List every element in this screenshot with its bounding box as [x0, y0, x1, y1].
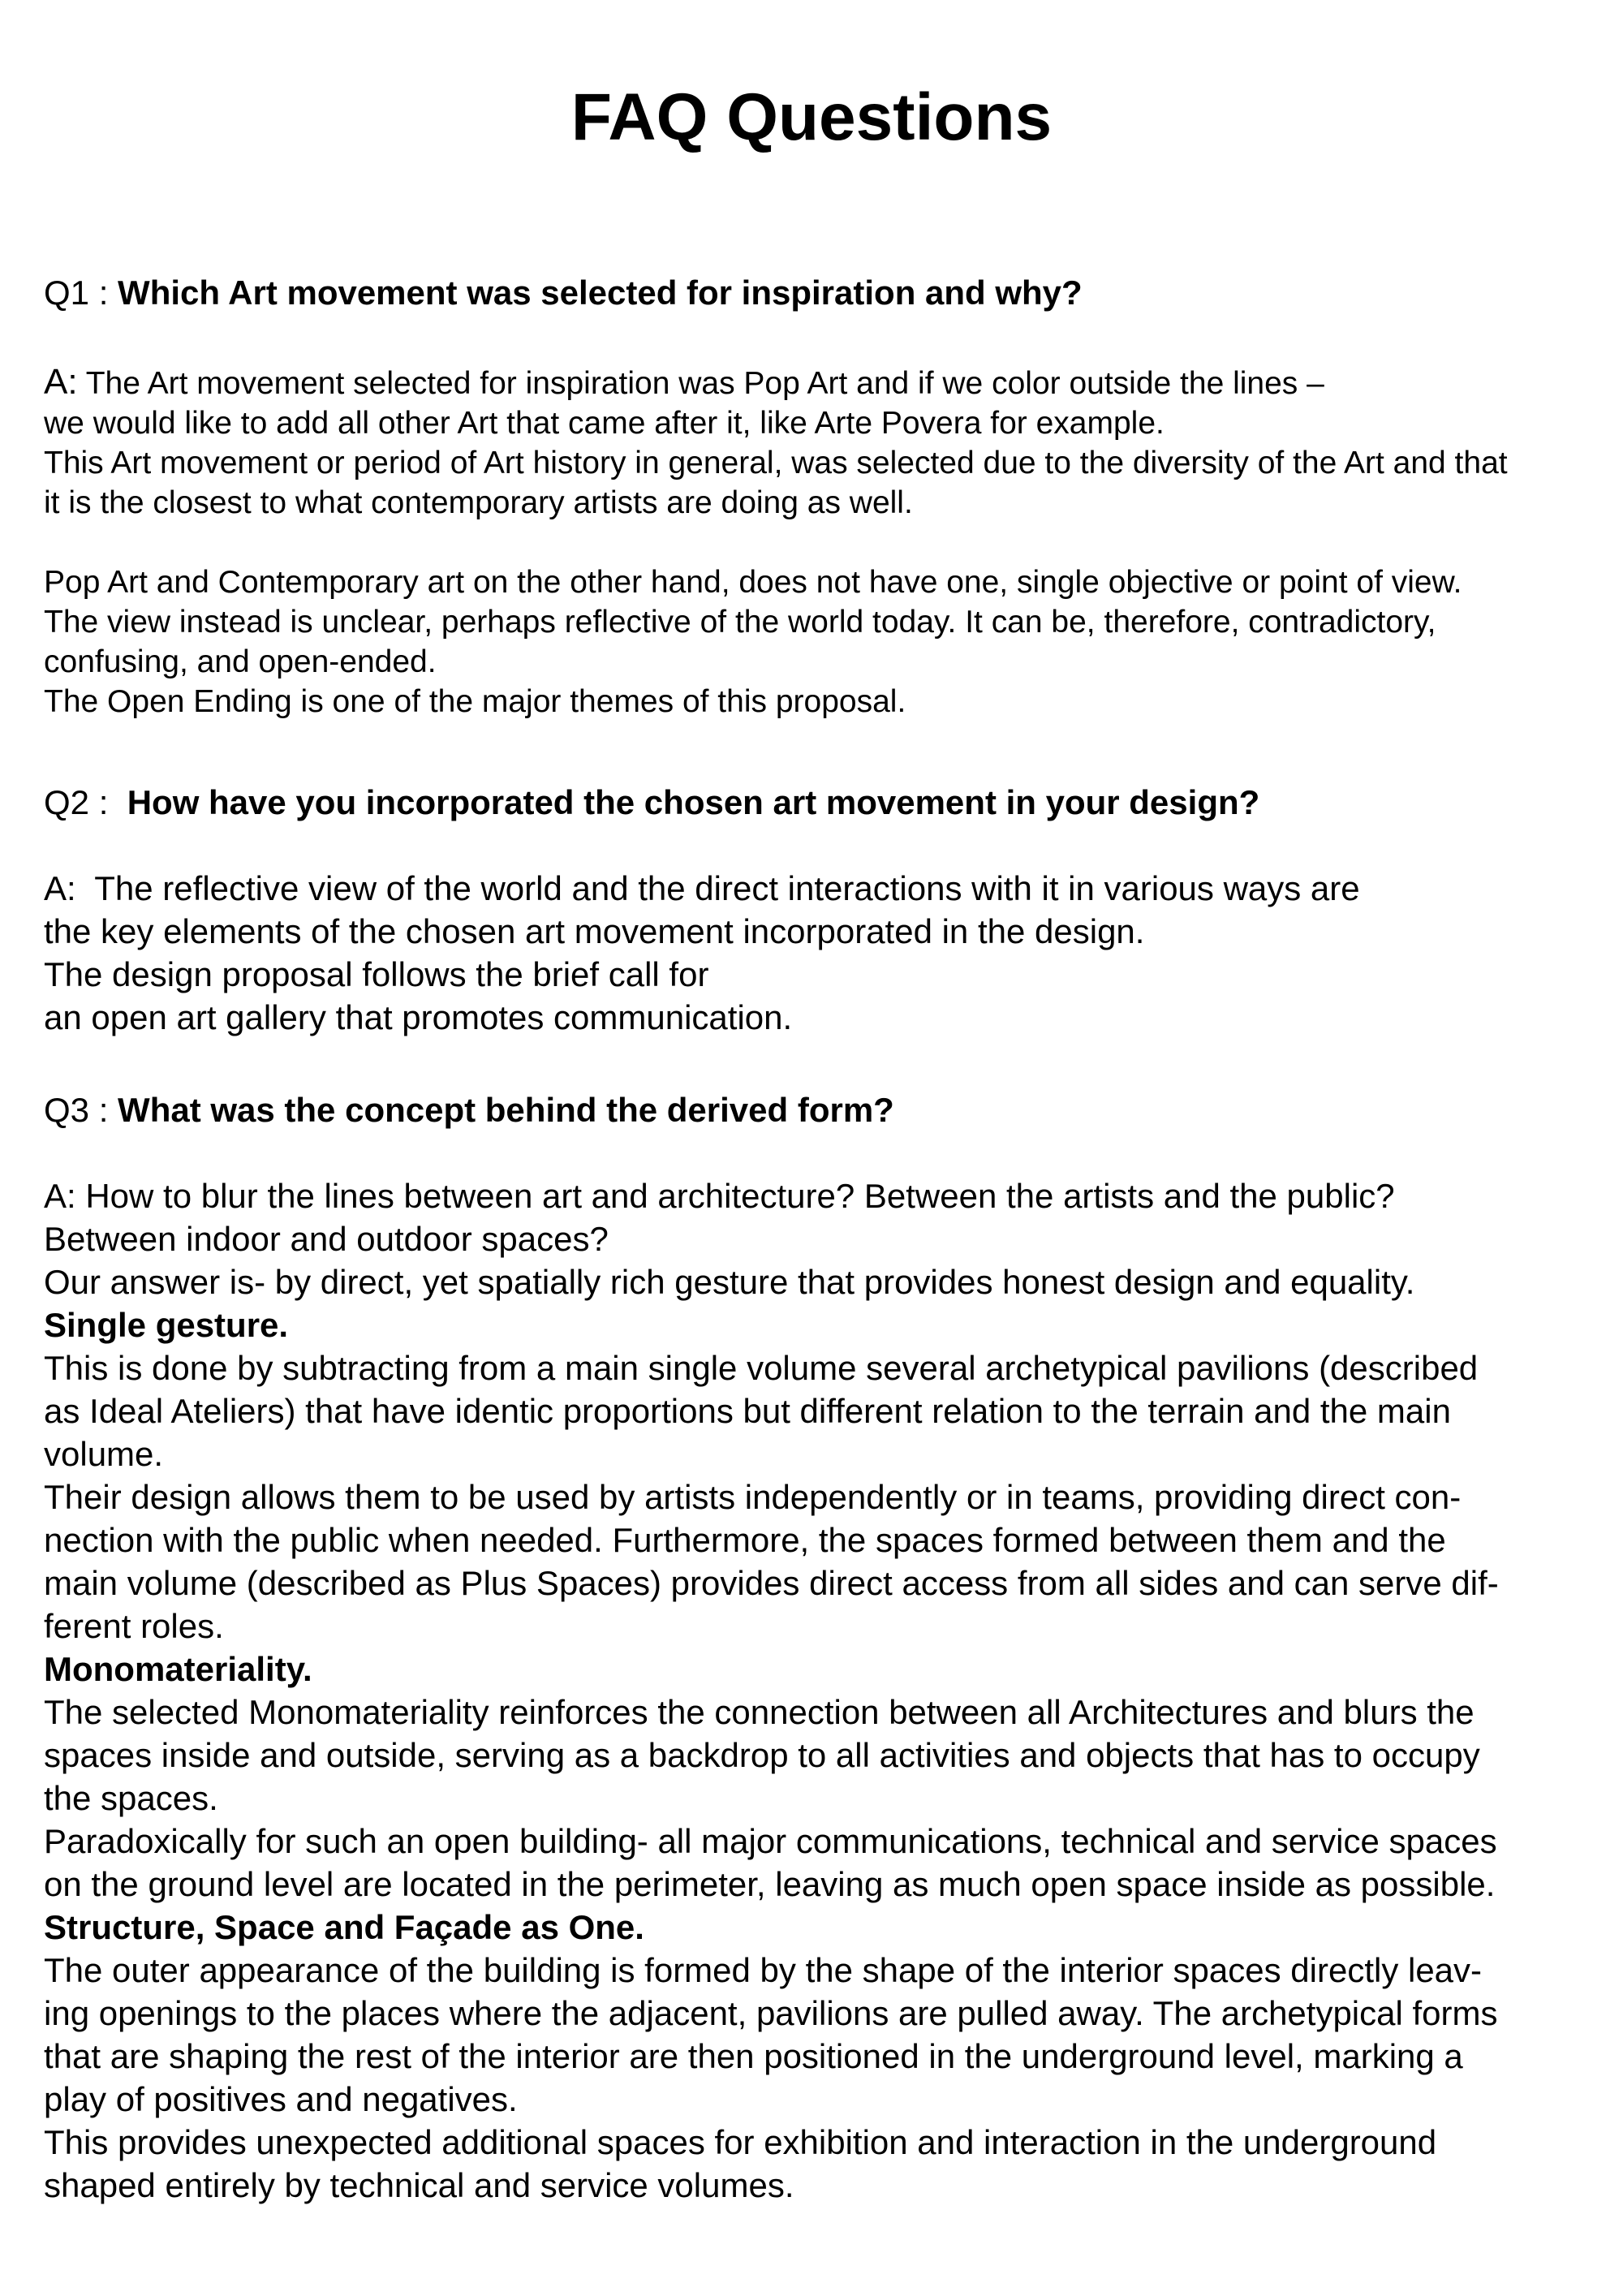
answer-marker: A: [44, 362, 78, 402]
answer-3 [44, 1174, 1586, 2207]
answer-line: play of positives and negatives. [44, 2080, 518, 2118]
answer-line: This Art movement or period of Art history in general, was selected due to the diversity of the Art and that [44, 446, 1508, 480]
answer-line: A: How to blur the lines between art and architecture? Between the artists and the public? [44, 1177, 1395, 1215]
question-label: Q2 : [44, 783, 127, 821]
answer-line: as Ideal Ateliers) that have identic proportions but different relation to the terrain and the main [44, 1392, 1451, 1430]
answer-line: on the ground level are located in the perimeter, leaving as much open space inside as possible. [44, 1865, 1496, 1903]
answer-line: Between indoor and outdoor spaces? [44, 1220, 609, 1258]
answer-line: This provides unexpected additional spaces for exhibition and interaction in the underground [44, 2123, 1437, 2161]
question-1 [44, 273, 1586, 313]
answer-line: nection with the public when needed. Furthermore, the spaces formed between them and the [44, 1521, 1446, 1559]
answer-line: the spaces. [44, 1779, 218, 1817]
answer-line: an open art gallery that promotes communication. [44, 998, 793, 1036]
question-2 [44, 782, 1586, 823]
answer-line: spaces inside and outside, serving as a backdrop to all activities and objects that has to occupy [44, 1736, 1480, 1774]
answer-line: This is done by subtracting from a main single volume several archetypical pavilions (described [44, 1349, 1479, 1387]
answer-line: The outer appearance of the building is formed by the shape of the interior spaces directly leav- [44, 1951, 1483, 1989]
answer-line: The view instead is unclear, perhaps reflective of the world today. It can be, therefore, contradictory, [44, 605, 1436, 640]
question-label: Q3 : [44, 1091, 118, 1129]
page-title: FAQ Questions [570, 80, 1053, 154]
answer-line: volume. [44, 1435, 164, 1473]
question-3 [44, 1090, 1586, 1131]
question-text: Which Art movement was selected for inspiration and why? [118, 274, 1083, 312]
answer-line: Their design allows them to be used by artists independently or in teams, providing direct con- [44, 1478, 1462, 1516]
answer-line: The selected Monomateriality reinforces the connection between all Architectures and blurs the [44, 1693, 1474, 1731]
answer-line: Our answer is- by direct, yet spatially rich gesture that provides honest design and equality. [44, 1263, 1415, 1301]
section-heading: Single gesture. [44, 1306, 289, 1344]
answer-line [44, 523, 1586, 562]
answer-line: it is the closest to what contemporary artists are doing as well. [44, 485, 913, 520]
answer-line: The Open Ending is one of the major themes of this proposal. [44, 684, 906, 719]
question-label: Q1 : [44, 274, 118, 312]
answer-line: Pop Art and Contemporary art on the other hand, does not have one, single objective or point of view. [44, 565, 1462, 600]
answer-line: confusing, and open-ended. [44, 644, 437, 679]
answer-line: shaped entirely by technical and service volumes. [44, 2166, 794, 2204]
answer-line: that are shaping the rest of the interior are then positioned in the underground level, marking a [44, 2037, 1463, 2075]
answer-1 [44, 362, 1586, 722]
answer-line: A: The Art movement selected for inspiration was Pop Art and if we color outside the lines – [44, 362, 1324, 402]
answer-line: A: The reflective view of the world and the direct interactions with it in various ways are [44, 869, 1360, 907]
answer-line: The design proposal follows the brief call for [44, 955, 709, 993]
section-heading: Monomateriality. [44, 1650, 312, 1688]
answer-line: main volume (described as Plus Spaces) provides direct access from all sides and can serve dif- [44, 1564, 1499, 1602]
section-heading: Structure, Space and Façade as One. [44, 1908, 644, 1946]
answer-line: the key elements of the chosen art movement incorporated in the design. [44, 912, 1145, 950]
answer-line: Paradoxically for such an open building- all major communications, technical and service spaces [44, 1822, 1497, 1860]
question-text: How have you incorporated the chosen art movement in your design? [127, 783, 1260, 821]
question-text: What was the concept behind the derived form? [118, 1091, 894, 1129]
answer-line: we would like to add all other Art that came after it, like Arte Povera for example. [44, 406, 1165, 441]
answer-line: ferent roles. [44, 1607, 224, 1645]
answer-line: ing openings to the places where the adjacent, pavilions are pulled away. The archetypical forms [44, 1994, 1498, 2032]
answer-2 [44, 867, 1586, 1039]
